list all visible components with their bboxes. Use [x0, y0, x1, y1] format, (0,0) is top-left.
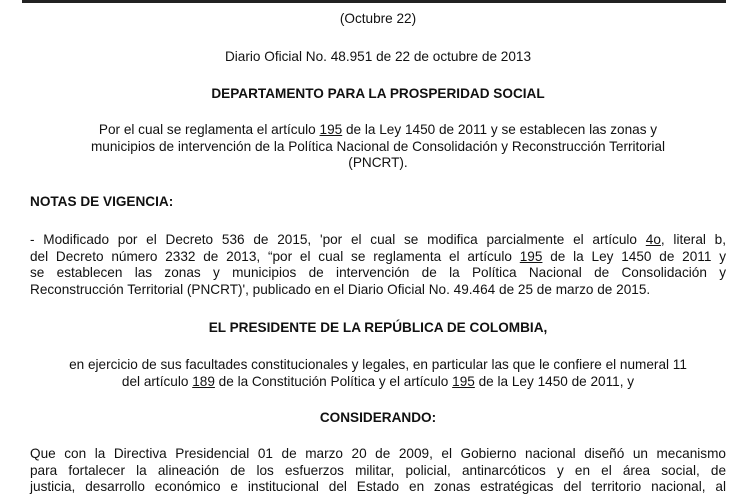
top-rule — [22, 0, 726, 3]
considering-line-1: Que con la Directiva Presidencial 01 de marzo 20 de 2009, el Gobierno nacional diseñó un mecanismo — [30, 446, 726, 461]
notes-heading — [30, 194, 726, 211]
summary-line-2: municipios de intervención de la Política Nacional de Consolidación y Reconstrucción Territorial — [90, 138, 665, 154]
president-line-2 — [30, 374, 726, 391]
article-195-link[interactable]: 195 — [519, 248, 543, 264]
date-text: (Octubre 22) — [339, 11, 417, 26]
summary-text: Por el cual se reglamenta el artículo — [98, 122, 320, 137]
notes-line-2 — [30, 249, 726, 266]
notes-paragraph — [30, 232, 726, 298]
summary-line-3: (PNCRT). — [348, 155, 408, 170]
decree-summary — [30, 122, 726, 172]
notes-line-3: se establecen las zonas y municipios de intervención de la Política Nacional de Consolidación y — [30, 265, 726, 280]
notes-heading-text: NOTAS DE VIGENCIA: — [30, 194, 174, 209]
considering-paragraph — [30, 446, 726, 496]
article-189-link[interactable]: 189 — [192, 373, 215, 389]
president-heading — [30, 320, 726, 337]
department-text: DEPARTAMENTO PARA LA PROSPERIDAD SOCIAL — [211, 86, 545, 101]
considering-heading — [30, 410, 726, 427]
notes-text: , literal b, — [660, 232, 727, 247]
summary-line-1 — [30, 122, 726, 139]
article-4o-link[interactable]: 4o — [645, 232, 661, 247]
notes-line-1 — [30, 232, 726, 249]
president-paragraph — [30, 357, 726, 390]
notes-text: del Decreto número 2332 de 2013, “por el cual se reglamenta el artículo — [30, 248, 520, 264]
president-text: del artículo — [121, 373, 193, 389]
article-195-link[interactable]: 195 — [319, 122, 343, 137]
president-text: de la Ley 1450 de 2011, y — [474, 373, 635, 389]
notes-text: - Modificado por el Decreto 536 de 2015, 'por el cual se modifica parcialmente el artículo — [30, 232, 646, 247]
considering-line-3: justicia, desarrollo económico e institucional del Estado en zonas estratégicas del territorio nacional, al — [30, 479, 726, 494]
gazette-line — [30, 49, 726, 66]
date-line — [30, 11, 726, 28]
summary-text: de la Ley 1450 de 2011 y se establecen las zonas y — [342, 122, 658, 137]
considering-heading-text: CONSIDERANDO: — [319, 410, 437, 425]
article-195-link[interactable]: 195 — [452, 373, 475, 389]
president-text: de la Constitución Política y el artículo — [214, 373, 453, 389]
gazette-text: Diario Oficial No. 48.951 de 22 de octubre de 2013 — [224, 49, 532, 64]
notes-line-4: Reconstrucción Territorial (PNCRT)', publicado en el Diario Oficial No. 49.464 de 25 de marzo de 2015. — [30, 281, 651, 297]
president-line-1: en ejercicio de sus facultades constitucionales y legales, en particular las que le confiere el numeral 11 — [69, 357, 687, 372]
notes-text: de la Ley 1450 de 2011 y — [542, 248, 726, 264]
considering-line-2: para fortalecer la alineación de los esfuerzos militar, policial, antinarcóticos y en el área social, de — [30, 462, 726, 478]
president-heading-text: EL PRESIDENTE DE LA REPÚBLICA DE COLOMBIA, — [208, 320, 548, 335]
department-heading — [30, 86, 726, 103]
